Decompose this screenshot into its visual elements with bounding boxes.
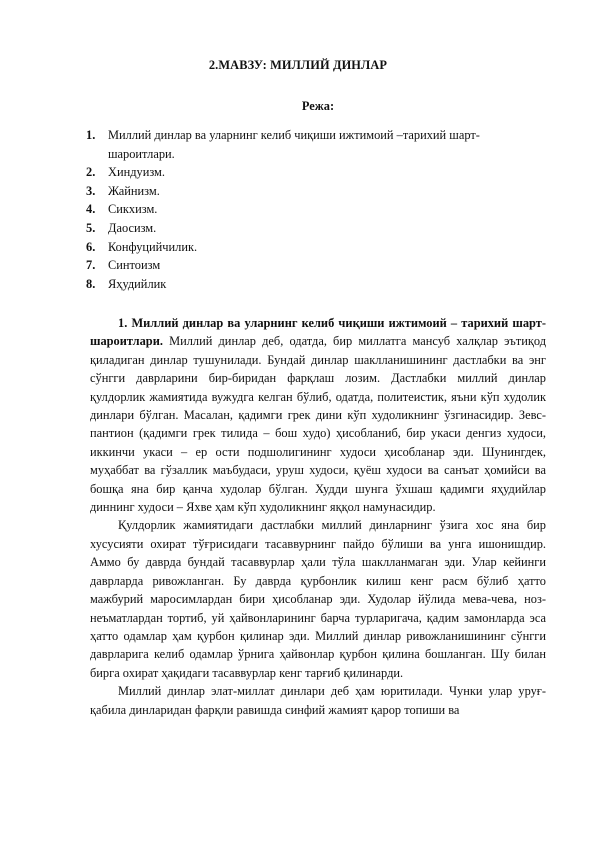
plan-item bbox=[86, 275, 546, 294]
plan-heading: Режа: bbox=[301, 99, 335, 113]
plan-item bbox=[86, 182, 546, 201]
plan-list bbox=[86, 126, 546, 293]
paragraph bbox=[90, 516, 546, 682]
paragraph-lead-heading: 1. Миллий динлар ва уларнинг келиб чиқиши ижтимоий – тарихий шарт-шароитлари. bbox=[90, 316, 546, 349]
paragraph-text: Миллий динлар деб, одатда, бир миллатга мансуб халқлар эътиқод қиладиган динлар тушунилади. Бундай динлар шаклланишининг дастлабки ва энг сўнгги даврларини бир-биридан фарқлаш лозим. Дастлабки миллий динлар қулдорлик жамиятида вужудга келган бўлиб, одатда, политеистик, яъни кўп худолик динлари бўлган. Масалан, қадимги грек дини кўп худоликнинг ўзгинасидир. Зевс-пантион (қадимги грек тилида – бош худо) ҳисобланиб, бир укаси денгиз худоси, иккинчи укаси – ер ости подшолигининг худоси ҳисобланар эди. Шунингдек, муҳаббат ва гўзаллик маъбудаси, уруш худоси, қуёш худоси ва санъат ҳомийси ва бошқа яна бир қанча худолар бўлган. Худди шунга ўхшаш қадимги яҳудийлар диннинг худоси – Яхве ҳам кўп худоликнинг яққол намунасидир. bbox=[90, 334, 546, 515]
plan-item-number: 6. bbox=[86, 239, 96, 254]
plan-item bbox=[86, 238, 546, 257]
plan-item-number: 3. bbox=[86, 183, 96, 198]
plan-item-text: Сикхизм. bbox=[108, 202, 158, 217]
plan-item-number: 2. bbox=[86, 165, 96, 180]
plan-item bbox=[86, 219, 546, 238]
plan-item-number: 4. bbox=[86, 202, 96, 217]
plan-item-text: Синтоизм bbox=[108, 258, 161, 273]
plan-item-text: Даосизм. bbox=[108, 220, 157, 235]
plan-item-text: Миллий динлар ва уларнинг келиб чиқиши ижтимоий –тарихий шарт-шароитлари. bbox=[108, 128, 480, 161]
plan-item-text: Жайнизм. bbox=[108, 183, 160, 198]
paragraph bbox=[90, 682, 546, 719]
body-text bbox=[90, 314, 546, 719]
plan-item-text: Конфуцийчилик. bbox=[108, 239, 198, 254]
plan-item bbox=[86, 200, 546, 219]
paragraph bbox=[90, 314, 546, 516]
plan-item-number: 5. bbox=[86, 220, 96, 235]
plan-item bbox=[86, 256, 546, 275]
document-title: 2.МАВЗУ: МИЛЛИЙ ДИНЛАР bbox=[208, 58, 388, 72]
plan-item bbox=[86, 126, 546, 163]
plan-item-number: 1. bbox=[86, 128, 96, 142]
plan-item-text: Хиндуизм. bbox=[108, 165, 165, 180]
plan-item-text: Яҳудийлик bbox=[108, 276, 167, 291]
plan-item bbox=[86, 163, 546, 182]
plan-item-number: 8. bbox=[86, 276, 96, 291]
plan-item-number: 7. bbox=[86, 258, 96, 273]
paragraph-text: Қулдорлик жамиятидаги дастлабки миллий динларнинг ўзига хос яна бир хусусияти охират тўғрисидаги тасаввурнинг пайдо бўлиши ва унга ишонишдир. Аммо бу даврда бундай тасаввурлар ҳали тўла шаклланмаган эди. Улар кейинги даврларда ривожланган. Бу даврда қурбонлик килиш кенг расм бўлиб ҳатто мажбурий маросимлардан бири ҳисобланар эди. Худолар йўлида мева-чева, ноз-неъматлардан тортиб, уй ҳайвонларининг барча турларигача, қадим замонларда эса ҳатто одамлар ҳам қурбон қилинар эди. Миллий динлар ривожланишининг сўнгги даврларига келиб одамлар ўрнига ҳайвонлар қурбон қилина бошланган. Шу билан бирга охират ҳақидаги тасаввурлар кенг тарғиб қилинарди. bbox=[90, 518, 546, 680]
paragraph-text: Миллий динлар элат-миллат динлари деб ҳам юритилади. Чунки улар уруғ-қабила динларидан фарқли равишда синфий жамият қарор топиши ва bbox=[90, 684, 546, 717]
